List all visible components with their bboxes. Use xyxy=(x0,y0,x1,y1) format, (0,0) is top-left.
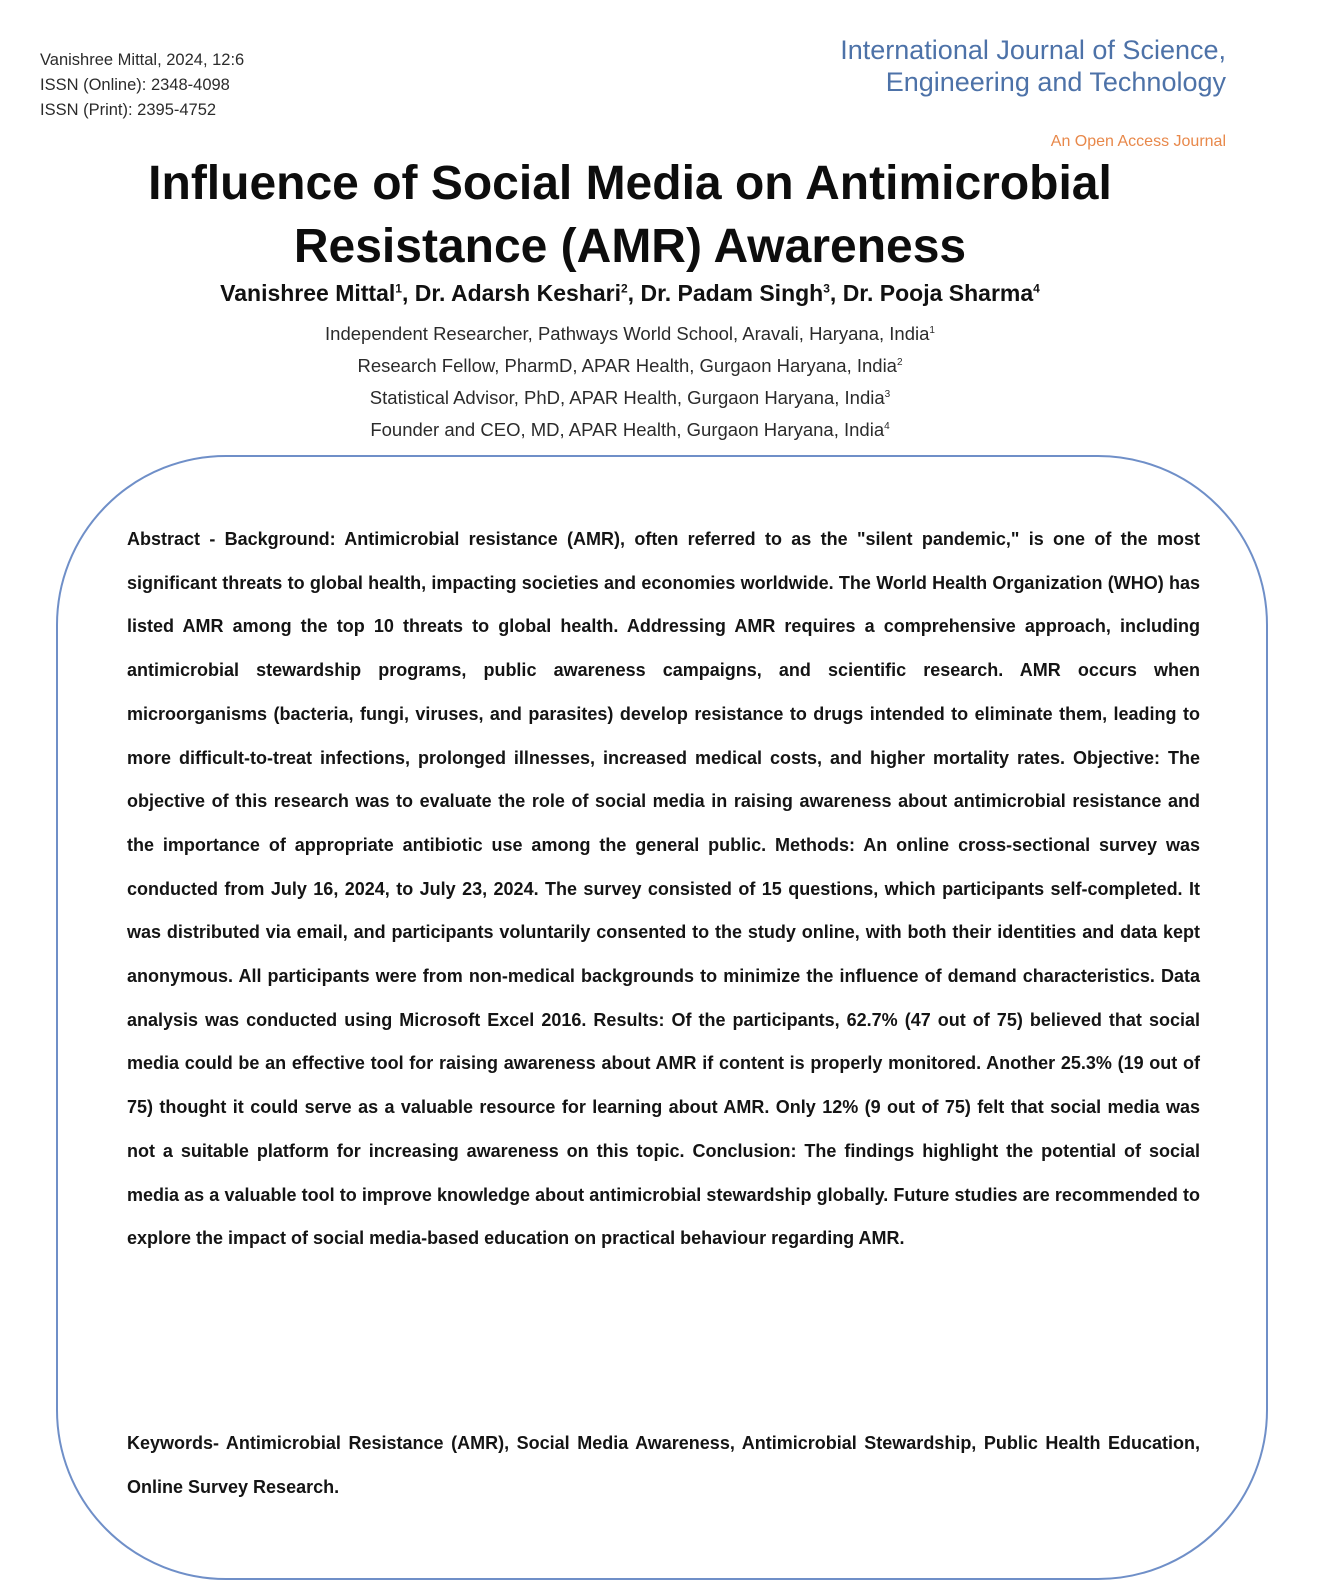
journal-name-line1: International Journal of Science, xyxy=(840,35,1226,65)
affiliation: Statistical Advisor, PhD, APAR Health, Gurgaon Haryana, India$^3$ xyxy=(369,387,891,409)
citation: Vanishree Mittal, 2024, 12:6 xyxy=(40,51,245,69)
issn-online: ISSN (Online): 2348-4098 xyxy=(40,76,230,94)
author-list: Vanishree Mittal$^1$, Dr. Adarsh Keshari$^2$, Dr. Padam Singh$^3$, Dr. Pooja Sharma$^4$ xyxy=(220,280,1040,306)
keywords: Keywords- Antimicrobial Resistance (AMR), Social Media Awareness, Antimicrobial Stewardship, Public Health Education, Online Survey Research. xyxy=(127,1433,1200,1497)
author: Vanishree Mittal$^1$ xyxy=(220,280,402,306)
paper-title xyxy=(100,152,1160,278)
paper-title-line1: Influence of Social Media on Antimicrobial xyxy=(148,157,1112,210)
citation-block xyxy=(40,48,244,123)
issn-print: ISSN (Print): 2395-4752 xyxy=(40,101,217,119)
paper-title-line2: Resistance (AMR) Awareness xyxy=(293,220,967,273)
journal-name xyxy=(840,34,1226,98)
author: Dr. Pooja Sharma$^4$ xyxy=(842,280,1040,306)
author: Dr. Padam Singh$^3$ xyxy=(640,280,830,306)
affiliation: Founder and CEO, MD, APAR Health, Gurgaon Haryana, India$^4$ xyxy=(370,419,890,441)
affiliation: Research Fellow, PharmD, APAR Health, Gurgaon Haryana, India$^2$ xyxy=(357,355,903,377)
open-access-label: An Open Access Journal xyxy=(1050,133,1226,150)
journal-name-line2: Engineering and Technology xyxy=(885,67,1226,97)
affiliation-list xyxy=(60,316,1200,445)
author: Dr. Adarsh Keshari$^2$ xyxy=(414,280,628,306)
abstract-text: Abstract - Background: Antimicrobial resistance (AMR), often referred to as the "silent pandemic," is one of the most significant threats to global health, impacting societies and economies worldwide. The World Health Organization (WHO) has listed AMR among the top 10 threats to global health. Addressing AMR requires a comprehensive approach, including antimicrobial stewardship programs, public awareness campaigns, and scientific research. AMR occurs when microorganisms (bacteria, fungi, viruses, and parasites) develop resistance to drugs intended to eliminate them, leading to more difficult-to-treat infections, prolonged illnesses, increased medical costs, and higher mortality rates. Objective: The objective of this research was to evaluate the role of social media in raising awareness about antimicrobial resistance and the importance of appropriate antibiotic use among the general public. Methods: An online cross-sectional survey was conducted from July 16, 2024, to July 23, 2024. The survey consisted of 15 questions, which participants self-completed. It was distributed via email, and participants voluntarily consented to the study online, with both their identities and data kept anonymous. All participants were from non-medical backgrounds to minimize the influence of demand characteristics. Data analysis was conducted using Microsoft Excel 2016. Results: Of the participants, 62.7% (47 out of 75) believed that social media could be an effective tool for raising awareness about AMR if content is properly monitored. Another 25.3% (19 out of 75) thought it could serve as a valuable resource for learning about AMR. Only 12% (9 out of 75) felt that social media was not a suitable platform for increasing awareness on this topic. Conclusion: The findings highlight the potential of social media as a valuable tool to improve knowledge about antimicrobial stewardship globally. Future studies are recommended to explore the impact of social media-based education on practical behaviour regarding AMR. xyxy=(127,529,1200,1249)
affiliation: Independent Researcher, Pathways World School, Aravali, Haryana, India$^1$ xyxy=(325,323,935,345)
